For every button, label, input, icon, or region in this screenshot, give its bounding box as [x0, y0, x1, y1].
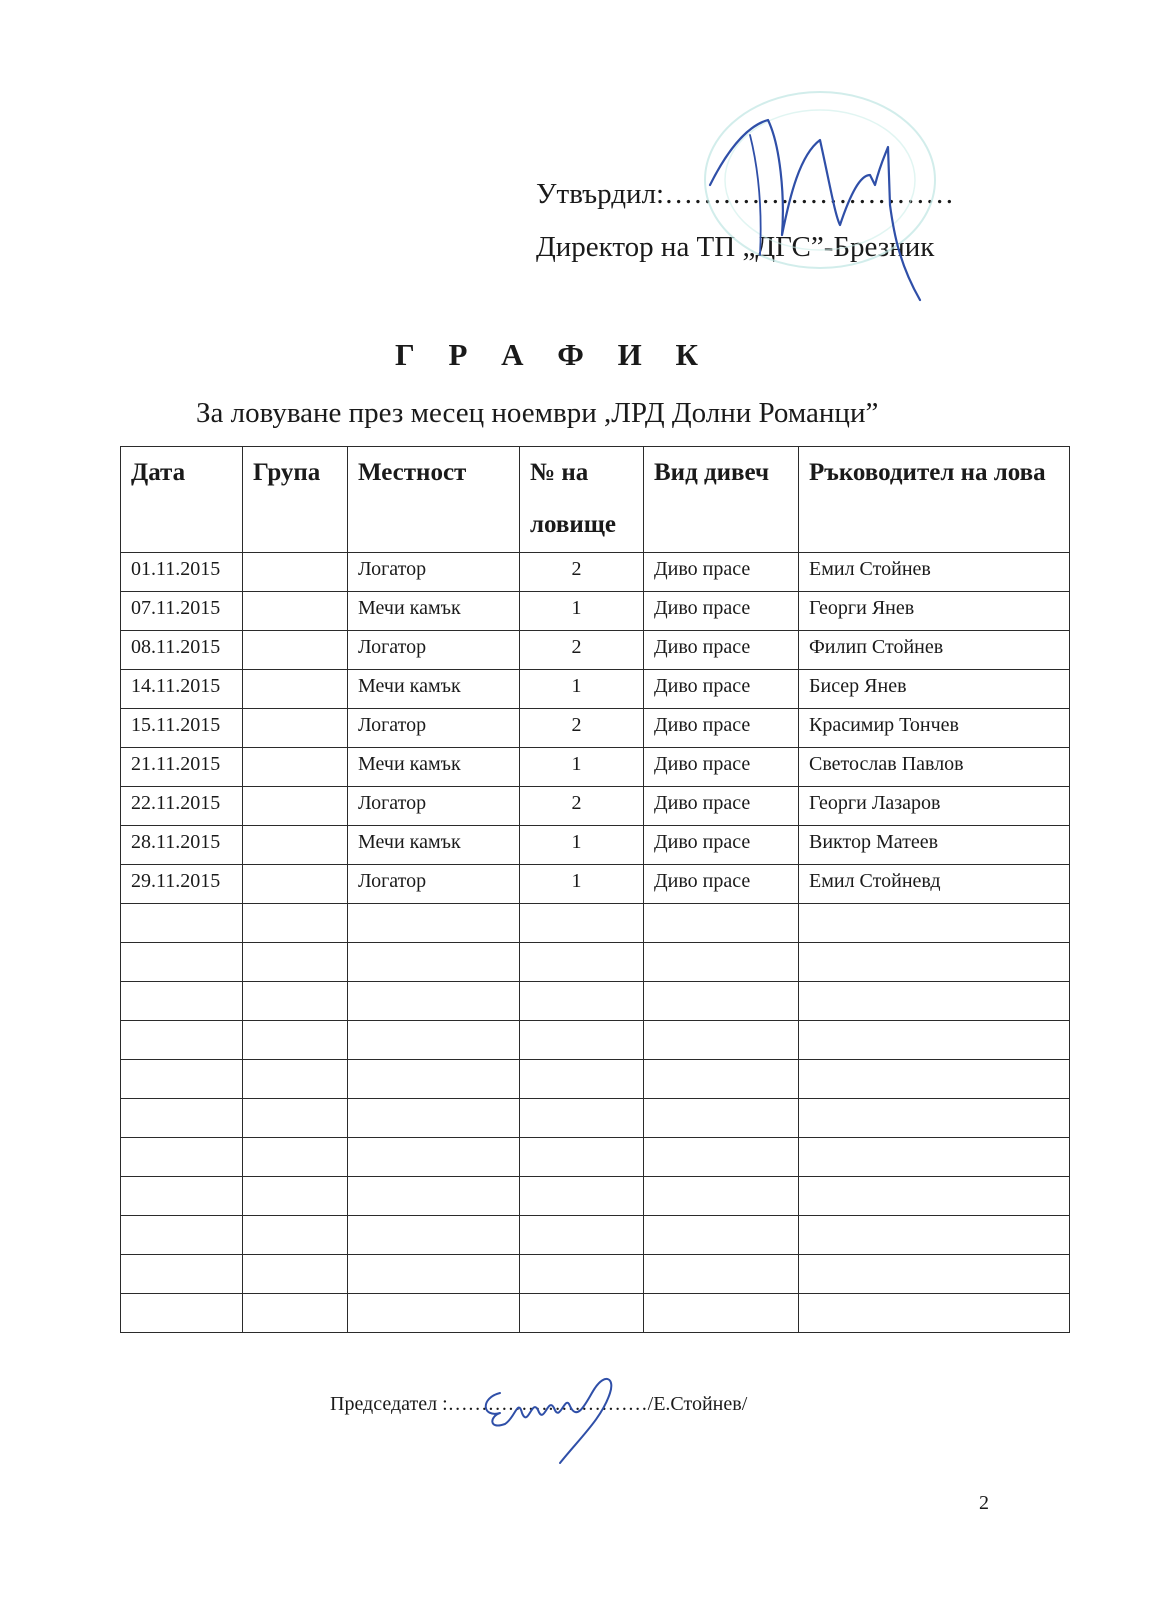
- cell-hunting-ground-no: 1: [520, 592, 644, 631]
- cell-hunting-ground-no: [520, 982, 644, 1021]
- table-row: [121, 1216, 1070, 1255]
- cell-game-type: [644, 1060, 799, 1099]
- cell-hunt-leader: Емил Стойнев: [799, 553, 1070, 592]
- header-hunting-ground-no: № на ловище: [520, 447, 644, 553]
- cell-group: [243, 1177, 348, 1216]
- cell-game-type: [644, 1255, 799, 1294]
- cell-location: Логатор: [348, 787, 520, 826]
- chairman-line: Председател :…………………………/Е.Стойнев/: [330, 1393, 748, 1415]
- cell-game-type: [644, 1138, 799, 1177]
- cell-game-type: Диво прасе: [644, 826, 799, 865]
- cell-game-type: Диво прасе: [644, 787, 799, 826]
- cell-hunting-ground-no: 1: [520, 748, 644, 787]
- cell-game-type: Диво прасе: [644, 592, 799, 631]
- cell-location: [348, 943, 520, 982]
- table-row: [121, 943, 1070, 982]
- cell-location: [348, 1294, 520, 1333]
- cell-location: [348, 1138, 520, 1177]
- cell-game-type: [644, 943, 799, 982]
- cell-game-type: [644, 1099, 799, 1138]
- cell-hunt-leader: [799, 982, 1070, 1021]
- cell-game-type: Диво прасе: [644, 709, 799, 748]
- table-row: [121, 1255, 1070, 1294]
- cell-group: [243, 904, 348, 943]
- cell-hunt-leader: [799, 1177, 1070, 1216]
- cell-group: [243, 865, 348, 904]
- cell-date: 28.11.2015: [121, 826, 243, 865]
- cell-date: [121, 1294, 243, 1333]
- cell-group: [243, 1099, 348, 1138]
- hunting-schedule-table: [120, 446, 1070, 1333]
- cell-hunting-ground-no: [520, 904, 644, 943]
- cell-hunt-leader: Бисер Янев: [799, 670, 1070, 709]
- cell-hunt-leader: Красимир Тончев: [799, 709, 1070, 748]
- cell-game-type: Диво прасе: [644, 748, 799, 787]
- cell-hunting-ground-no: 1: [520, 826, 644, 865]
- cell-location: Мечи камък: [348, 748, 520, 787]
- cell-hunt-leader: [799, 1255, 1070, 1294]
- table-row: [121, 1099, 1070, 1138]
- cell-hunting-ground-no: [520, 1060, 644, 1099]
- cell-hunt-leader: Филип Стойнев: [799, 631, 1070, 670]
- cell-hunting-ground-no: [520, 1177, 644, 1216]
- header-group: Група: [243, 447, 348, 553]
- cell-location: [348, 1021, 520, 1060]
- table-row: [121, 1021, 1070, 1060]
- cell-date: [121, 1060, 243, 1099]
- table-row: [121, 1138, 1070, 1177]
- director-position: Директор на ТП „ДГС”-Брезник: [536, 231, 935, 263]
- cell-date: [121, 904, 243, 943]
- chairman-signature: [470, 1358, 635, 1468]
- table-row: [121, 826, 1070, 865]
- cell-hunting-ground-no: 2: [520, 787, 644, 826]
- director-signature: [690, 85, 950, 315]
- header-location: Местност: [348, 447, 520, 553]
- cell-date: 08.11.2015: [121, 631, 243, 670]
- cell-date: 14.11.2015: [121, 670, 243, 709]
- cell-game-type: Диво прасе: [644, 631, 799, 670]
- cell-hunt-leader: Емил Стойневд: [799, 865, 1070, 904]
- cell-group: [243, 631, 348, 670]
- table-row: [121, 592, 1070, 631]
- cell-date: 22.11.2015: [121, 787, 243, 826]
- cell-date: 21.11.2015: [121, 748, 243, 787]
- cell-location: [348, 1177, 520, 1216]
- cell-game-type: [644, 1294, 799, 1333]
- cell-location: Логатор: [348, 709, 520, 748]
- table-row: [121, 1177, 1070, 1216]
- cell-group: [243, 1060, 348, 1099]
- cell-group: [243, 1216, 348, 1255]
- cell-game-type: [644, 982, 799, 1021]
- cell-hunting-ground-no: [520, 1021, 644, 1060]
- table-row: [121, 865, 1070, 904]
- cell-hunting-ground-no: [520, 943, 644, 982]
- cell-date: [121, 1021, 243, 1060]
- cell-hunt-leader: [799, 1138, 1070, 1177]
- table-row: [121, 1294, 1070, 1333]
- cell-game-type: [644, 1021, 799, 1060]
- cell-hunting-ground-no: [520, 1099, 644, 1138]
- cell-hunt-leader: [799, 1099, 1070, 1138]
- cell-group: [243, 670, 348, 709]
- cell-group: [243, 709, 348, 748]
- cell-hunt-leader: [799, 1021, 1070, 1060]
- cell-game-type: [644, 1177, 799, 1216]
- table-row: [121, 709, 1070, 748]
- cell-hunting-ground-no: 2: [520, 553, 644, 592]
- cell-group: [243, 1255, 348, 1294]
- page-number: 2: [979, 1492, 989, 1514]
- cell-date: [121, 982, 243, 1021]
- cell-game-type: Диво прасе: [644, 553, 799, 592]
- table-header-row: [121, 447, 1070, 553]
- cell-game-type: Диво прасе: [644, 670, 799, 709]
- header-hunt-leader: Ръководител на лова: [799, 447, 1070, 553]
- cell-location: Мечи камък: [348, 592, 520, 631]
- cell-hunt-leader: [799, 904, 1070, 943]
- table-row: [121, 670, 1070, 709]
- cell-date: 29.11.2015: [121, 865, 243, 904]
- cell-location: Мечи камък: [348, 670, 520, 709]
- header-game-type: Вид дивеч: [644, 447, 799, 553]
- cell-location: Мечи камък: [348, 826, 520, 865]
- table-row: [121, 553, 1070, 592]
- cell-date: [121, 1177, 243, 1216]
- approved-by-line: Утвърдил:…………………………: [536, 178, 955, 210]
- cell-hunt-leader: [799, 1216, 1070, 1255]
- cell-hunt-leader: [799, 1294, 1070, 1333]
- cell-location: Логатор: [348, 631, 520, 670]
- cell-game-type: Диво прасе: [644, 865, 799, 904]
- cell-hunting-ground-no: 2: [520, 709, 644, 748]
- cell-group: [243, 826, 348, 865]
- cell-hunting-ground-no: [520, 1255, 644, 1294]
- cell-group: [243, 592, 348, 631]
- cell-game-type: [644, 1216, 799, 1255]
- cell-hunting-ground-no: [520, 1294, 644, 1333]
- document-subtitle: За ловуване през месец ноември ,ЛРД Долни Романци”: [196, 397, 879, 429]
- cell-hunting-ground-no: 1: [520, 670, 644, 709]
- cell-date: [121, 1255, 243, 1294]
- cell-date: 15.11.2015: [121, 709, 243, 748]
- cell-group: [243, 1138, 348, 1177]
- table-row: [121, 982, 1070, 1021]
- cell-game-type: [644, 904, 799, 943]
- cell-group: [243, 982, 348, 1021]
- table-row: [121, 1060, 1070, 1099]
- cell-location: [348, 982, 520, 1021]
- cell-location: [348, 904, 520, 943]
- cell-location: Логатор: [348, 553, 520, 592]
- cell-date: [121, 943, 243, 982]
- cell-hunting-ground-no: 1: [520, 865, 644, 904]
- cell-location: [348, 1216, 520, 1255]
- table-body: [121, 553, 1070, 1333]
- table-row: [121, 904, 1070, 943]
- cell-location: [348, 1060, 520, 1099]
- cell-hunt-leader: Георги Лазаров: [799, 787, 1070, 826]
- cell-group: [243, 787, 348, 826]
- cell-hunting-ground-no: [520, 1216, 644, 1255]
- cell-hunt-leader: Светослав Павлов: [799, 748, 1070, 787]
- cell-group: [243, 748, 348, 787]
- cell-date: 07.11.2015: [121, 592, 243, 631]
- cell-date: [121, 1216, 243, 1255]
- cell-group: [243, 553, 348, 592]
- cell-hunt-leader: [799, 1060, 1070, 1099]
- cell-location: [348, 1099, 520, 1138]
- table-row: [121, 748, 1070, 787]
- cell-hunting-ground-no: [520, 1138, 644, 1177]
- cell-date: [121, 1099, 243, 1138]
- table-row: [121, 631, 1070, 670]
- cell-hunting-ground-no: 2: [520, 631, 644, 670]
- cell-group: [243, 1021, 348, 1060]
- table-row: [121, 787, 1070, 826]
- cell-group: [243, 943, 348, 982]
- cell-hunt-leader: Георги Янев: [799, 592, 1070, 631]
- header-date: Дата: [121, 447, 243, 553]
- cell-location: [348, 1255, 520, 1294]
- cell-group: [243, 1294, 348, 1333]
- cell-date: 01.11.2015: [121, 553, 243, 592]
- cell-hunt-leader: Виктор Матеев: [799, 826, 1070, 865]
- cell-date: [121, 1138, 243, 1177]
- cell-location: Логатор: [348, 865, 520, 904]
- cell-hunt-leader: [799, 943, 1070, 982]
- document-title: Г Р А Ф И К: [395, 337, 712, 372]
